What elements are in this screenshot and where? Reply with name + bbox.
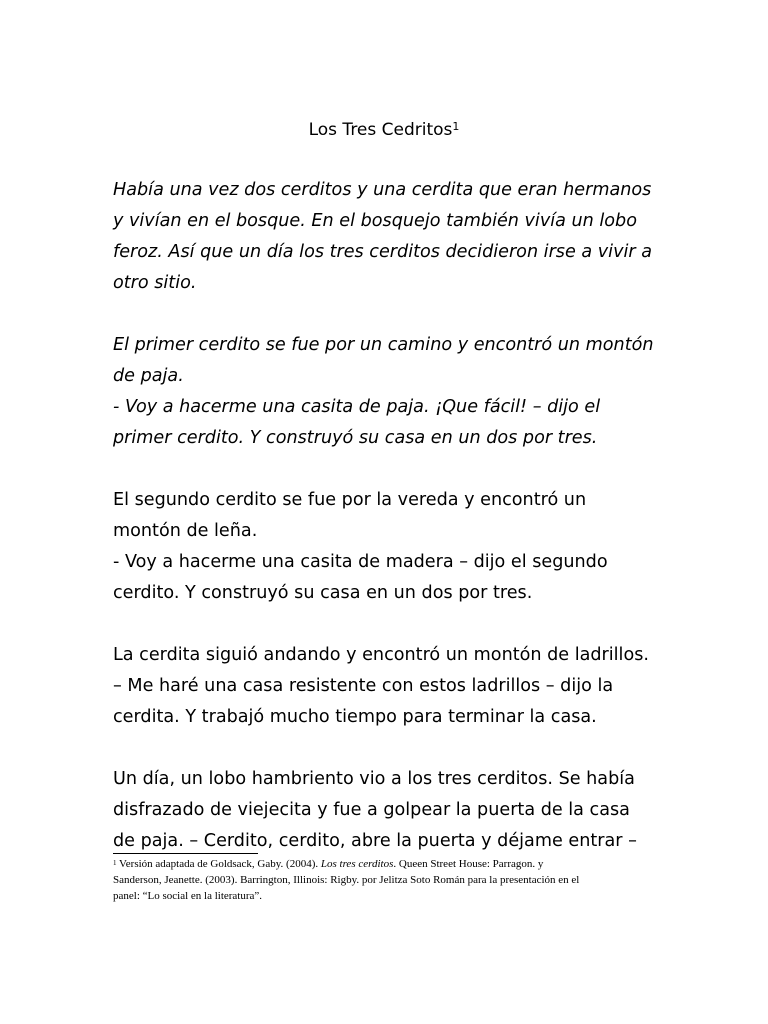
footnote-line-2: Sanderson, Jeanette. (2003). Barrington, Illinois: Rigby. por Jelitza Soto Román para la presentación en el [113,874,580,886]
text-line: de paja. [113,366,184,386]
text-line: disfrazado de viejecita y fue a golpear la puerta de la casa [113,800,630,820]
paragraph-4 [113,640,673,733]
title-footnote-marker: 1 [452,120,460,133]
footnote-text: . Queen Street House: Parragon. y [393,858,544,870]
text-line: de paja. – Cerdito, cerdito, abre la puerta y déjame entrar – [113,831,637,851]
text-line: Había una vez dos cerditos y una cerdita que eran hermanos [113,180,652,200]
paragraph-5 [113,764,673,857]
text-line: El primer cerdito se fue por un camino y encontró un montón [113,335,654,355]
text-line: Un día, un lobo hambriento vio a los tres cerditos. Se había [113,769,635,789]
text-line: La cerdita siguió andando y encontró un montón de ladrillos. [113,645,649,665]
text-line: El segundo cerdito se fue por la vereda y encontró un [113,490,587,510]
footnote-marker: 1 [113,859,117,867]
document-title [0,118,768,142]
document-body [113,175,673,888]
text-line: montón de leña. [113,521,258,541]
text-line: cerdito. Y construyó su casa en un dos por tres. [113,583,533,603]
paragraph-2 [113,330,673,454]
title-text: Los Tres Cedritos [308,120,453,140]
text-line: feroz. Así que un día los tres cerditos decidieron irse a vivir a [113,242,652,262]
text-line: otro sitio. [113,273,197,293]
footnote [113,856,673,904]
text-line: primer cerdito. Y construyó su casa en un dos por tres. [113,428,598,448]
paragraph-1 [113,175,673,299]
footnote-book-title: Los tres cerditos [320,858,394,870]
text-line: – Me haré una casa resistente con estos ladrillos – dijo la [113,676,614,696]
footnote-text: Versión adaptada de Goldsack, Gaby. (2004). [116,858,321,870]
footnote-separator [113,853,258,854]
text-line: y vivían en el bosque. En el bosquejo también vivía un lobo [113,211,637,231]
text-line: cerdita. Y trabajó mucho tiempo para terminar la casa. [113,707,597,727]
text-line: - Voy a hacerme una casita de madera – dijo el segundo [113,552,608,572]
text-line: - Voy a hacerme una casita de paja. ¡Que fácil! – dijo el [113,397,601,417]
footnote-line-3: panel: “Lo social en la literatura”. [113,890,263,902]
paragraph-3 [113,485,673,609]
footnote-line-1 [113,856,673,872]
